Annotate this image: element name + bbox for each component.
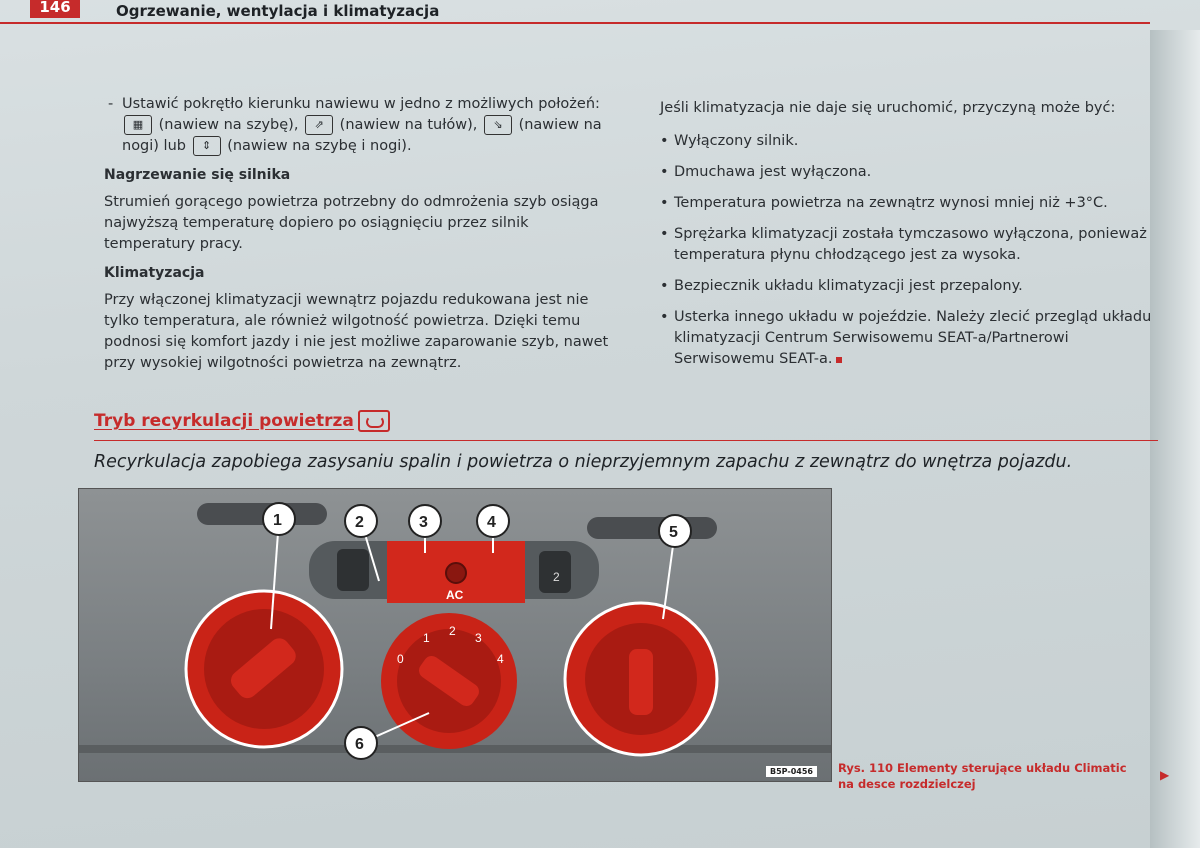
right-column [660, 98, 1160, 380]
air-distribution-knob[interactable] [565, 603, 717, 755]
temperature-knob[interactable] [186, 591, 342, 747]
fan-scale-label: 4 [497, 652, 504, 666]
vent-windscreen-footwell-icon: ⇕ [193, 136, 221, 156]
page-number: 146 [30, 0, 80, 18]
list-item: • Bezpiecznik układu klimatyzacji jest przepalony. [660, 276, 1160, 297]
fan-scale-label: 1 [423, 631, 430, 645]
svg-text:2: 2 [355, 514, 364, 531]
vent-footwell-icon: ⇘ [484, 115, 512, 135]
heading-air-conditioning: Klimatyzacja [104, 265, 205, 281]
svg-text:4: 4 [487, 514, 496, 531]
section-divider [94, 440, 1158, 441]
recirculation-icon [358, 410, 390, 432]
fan-scale-label: 0 [397, 652, 404, 666]
section-end-marker [836, 357, 842, 363]
figure-code: B5P-0456 [766, 766, 817, 777]
fan-speed-knob[interactable] [381, 613, 517, 749]
vent-left [197, 503, 327, 525]
chapter-title: Ogrzewanie, wentylacja i klimatyzacja [116, 2, 440, 20]
text-air-conditioning: Przy włączonej klimatyzacji wewnątrz pojazdu redukowana jest nie tylko temperatura, ale również wilgotność powietrza. Dzięki temu podnosi się komfort jazdy i nie jest możliwe zaparowanie szyb, nawet przy wysokiej wilgotności powietrza na zewnątrz. [104, 292, 609, 371]
figure-caption: Rys. 110 Elementy sterujące układu Climatic na desce rozdzielczej [838, 761, 1127, 791]
ac-button[interactable] [446, 563, 466, 583]
left-column [104, 94, 624, 382]
fan-scale-label: 2 [449, 624, 456, 638]
instruction-item: - Ustawić pokrętło kierunku nawiewu w jedno z możliwych położeń: ▦ (nawiew na szybę), ⇗ (nawiew na tułów), ⇘ (nawiew na nogi) lub ⇕ (nawiew na szybę i nogi). [104, 94, 624, 157]
ac-label: AC [446, 588, 464, 602]
slider-left [337, 549, 369, 591]
svg-text:5: 5 [669, 524, 678, 541]
fan-scale-label: 3 [475, 631, 482, 645]
section-lead: Recyrkulacja zapobiega zasysaniu spalin i powietrza o nieprzyjemnym zapachu z zewnątrz do wnętrza pojazdu. [94, 452, 1073, 472]
svg-text:1: 1 [273, 512, 282, 529]
list-item: • Wyłączony silnik. [660, 131, 1160, 152]
list-item: • Dmuchawa jest wyłączona. [660, 162, 1160, 183]
causes-list [660, 131, 1160, 370]
list-item: • Sprężarka klimatyzacji została tymczasowo wyłączona, ponieważ temperatura płynu chłodzącego jest za wysoka. [660, 224, 1160, 266]
vent-upper-body-icon: ⇗ [305, 115, 333, 135]
list-item: • Temperatura powietrza na zewnątrz wynosi mniej niż +3°C. [660, 193, 1160, 214]
windscreen-defrost-icon: ▦ [124, 115, 152, 135]
list-item: • Usterka innego układu w pojeździe. Należy zlecić przegląd układu klimatyzacji Centrum Serwisowemu SEAT-a/Partnerowi Serwisowemu SEAT-a. [660, 307, 1160, 370]
climatic-panel-illustration [79, 489, 831, 781]
vent-right [587, 517, 717, 539]
svg-text:3: 3 [419, 514, 428, 531]
callout-5 [659, 515, 691, 619]
heading-engine-warmup: Nagrzewanie się silnika [104, 167, 291, 183]
section-title: Tryb recyrkulacji powietrza [94, 410, 390, 432]
page-header [0, 0, 1150, 24]
continue-arrow-icon: ▶ [1160, 768, 1170, 782]
causes-intro: Jeśli klimatyzacja nie daje się uruchomić, przyczyną może być: [660, 100, 1116, 116]
climatic-controls-figure [78, 488, 832, 782]
text-engine-warmup: Strumień gorącego powietrza potrzebny do odmrożenia szyb osiąga najwyższą temperaturę dopiero po osiągnięciu przez silnik temperatury pracy. [104, 194, 599, 252]
slider-value: 2 [553, 570, 560, 584]
svg-text:6: 6 [355, 736, 364, 753]
